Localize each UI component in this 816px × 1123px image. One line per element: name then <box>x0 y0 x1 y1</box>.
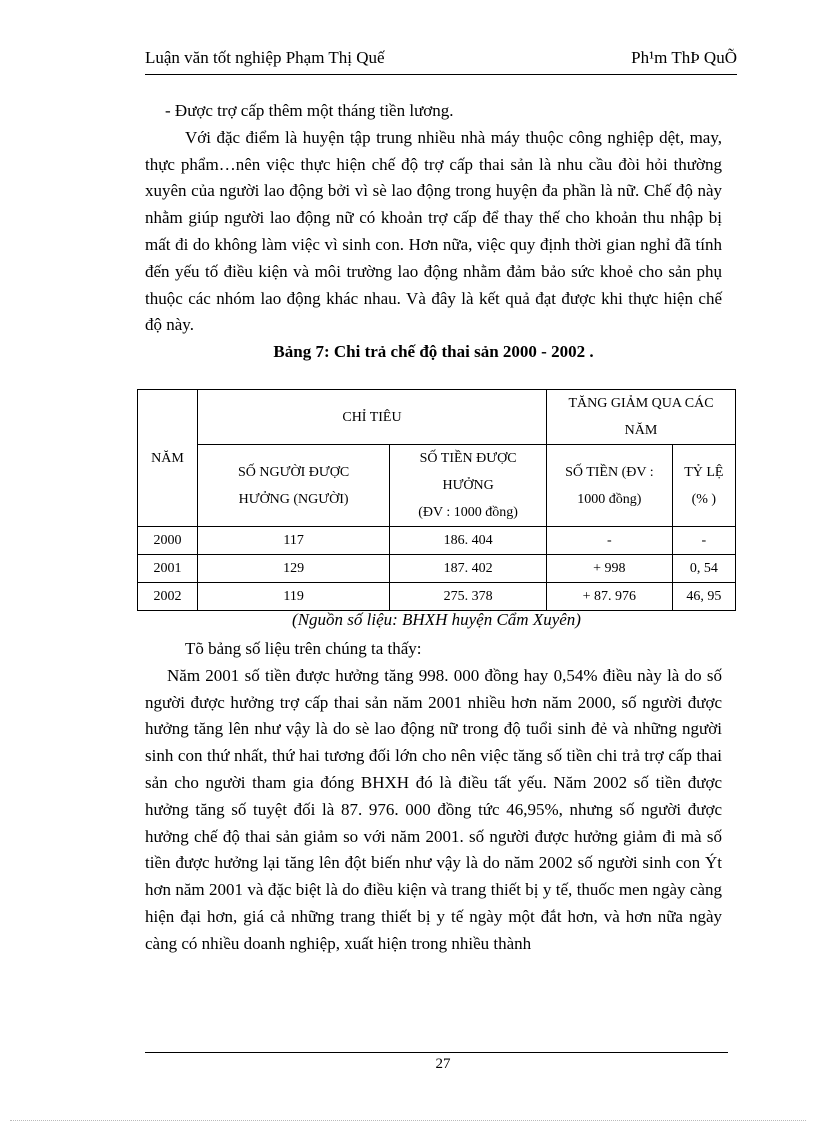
paragraph-bullet: - Được trợ cấp thêm một tháng tiền lương. <box>165 101 454 120</box>
page-edge <box>10 1120 806 1121</box>
table-source: (Nguồn số liệu: BHXH huyện Cẩm Xuyên) <box>292 610 581 629</box>
cell-money: 186. 404 <box>390 527 547 555</box>
header-left: Luận văn tốt nghiệp Phạm Thị Quế <box>145 48 385 67</box>
header-change-money: SỐ TIỀN (ĐV : 1000 đồng) <box>547 445 673 527</box>
paragraph-analysis: Năm 2001 số tiền được hưởng tăng 998. 000 đồng hay 0,54% điều này là do số người được hưởng trợ cấp thai sản năm 2001 nhiều hơn năm 2000, số người được hưởng tăng lên như vậy là do sè lao động nữ trong độ tuổi sinh đẻ và những người sinh con thứ nhất, thứ hai tương đối lớn cho nên việc tăng số tiền chi trả trợ cấp thai sản cho người tham gia đóng BHXH đó là điều tất yếu. Năm 2002 số tiền được hưởng tăng số tuyệt đối là 87. 976. 000 đồng tức 46,95%, nhưng số người được hưởng chế độ thai sản giảm so với năm 2001. số người được hưởng giảm đi mà số tiền được hưởng lại tăng lên đột biến như vậy là do năm 2002 số người sinh con Ýt hơn năm 2001 và đặc biệt là do điều kiện và trang thiết bị y tế, thuốc men ngày càng hiện đại hơn, giá cả những trang thiết bị y tế ngày một đắt hơn, và hơn nữa ngày càng có nhiều doanh nghiệp, xuất hiện trong nhiều thành <box>145 665 722 953</box>
cell-money: 275. 378 <box>390 583 547 611</box>
cell-people: 119 <box>197 583 389 611</box>
table-row <box>138 527 736 555</box>
benefit-table <box>137 389 736 611</box>
header-ratio: TỶ LỆ (% ) <box>672 445 735 527</box>
table-row <box>138 583 736 611</box>
cell-change: + 87. 976 <box>547 583 673 611</box>
header-money-title: SỐ TIỀN ĐƯỢC HƯỞNG <box>419 451 517 493</box>
header-money <box>390 445 547 527</box>
footer-divider <box>145 1052 728 1053</box>
cell-people: 117 <box>197 527 389 555</box>
header-right: Ph¹m ThÞ QuÕ <box>631 48 737 67</box>
body-text <box>145 98 722 366</box>
header-change: TĂNG GIẢM QUA CÁC NĂM <box>547 390 736 445</box>
cell-change: + 998 <box>547 555 673 583</box>
analysis-text <box>145 636 722 958</box>
paragraph-main: Với đặc điểm là huyện tập trung nhiều nhà máy thuộc công nghiệp dệt, may, thực phẩm…nên việc thực hiện chế độ trợ cấp thai sản là nhu cầu đòi hỏi thường xuyên của người lao động bởi vì sè lao động trong huyện đa phần là nữ. Chế độ này nhằm giúp người lao động nữ có khoản trợ cấp để thay thế cho khoản thu nhập bị mất đi do không làm việc vì sinh con. Hơn nữa, việc quy định thời gian nghỉ đã tính đến yếu tố điều kiện và môi trường lao động nhằm đảm bảo sức khoẻ cho sản phụ thuộc các nhóm lao động khác nhau. Và đây là kết quả đạt được khi thực hiện chế độ này. <box>145 127 722 335</box>
header-indicators: CHỈ TIÊU <box>197 390 546 445</box>
table-caption: Bảng 7: Chi trả chế độ thai sản 2000 - 2002 . <box>273 342 594 362</box>
cell-ratio: 0, 54 <box>672 555 735 583</box>
cell-year: 2002 <box>138 583 198 611</box>
header-people: SỐ NGƯỜI ĐƯỢC HƯỞNG (NGƯỜI) <box>197 445 389 527</box>
cell-year: 2001 <box>138 555 198 583</box>
cell-year: 2000 <box>138 527 198 555</box>
cell-people: 129 <box>197 555 389 583</box>
cell-money: 187. 402 <box>390 555 547 583</box>
table-row <box>138 555 736 583</box>
cell-ratio: 46, 95 <box>672 583 735 611</box>
page-header <box>145 48 737 75</box>
paragraph-intro: Tõ bảng số liệu trên chúng ta thấy: <box>185 639 422 658</box>
page-number: 27 <box>435 1056 451 1072</box>
header-money-unit: (ĐV : 1000 đồng) <box>418 505 518 520</box>
header-year: NĂM <box>138 390 198 527</box>
cell-ratio: - <box>672 527 735 555</box>
cell-change: - <box>547 527 673 555</box>
